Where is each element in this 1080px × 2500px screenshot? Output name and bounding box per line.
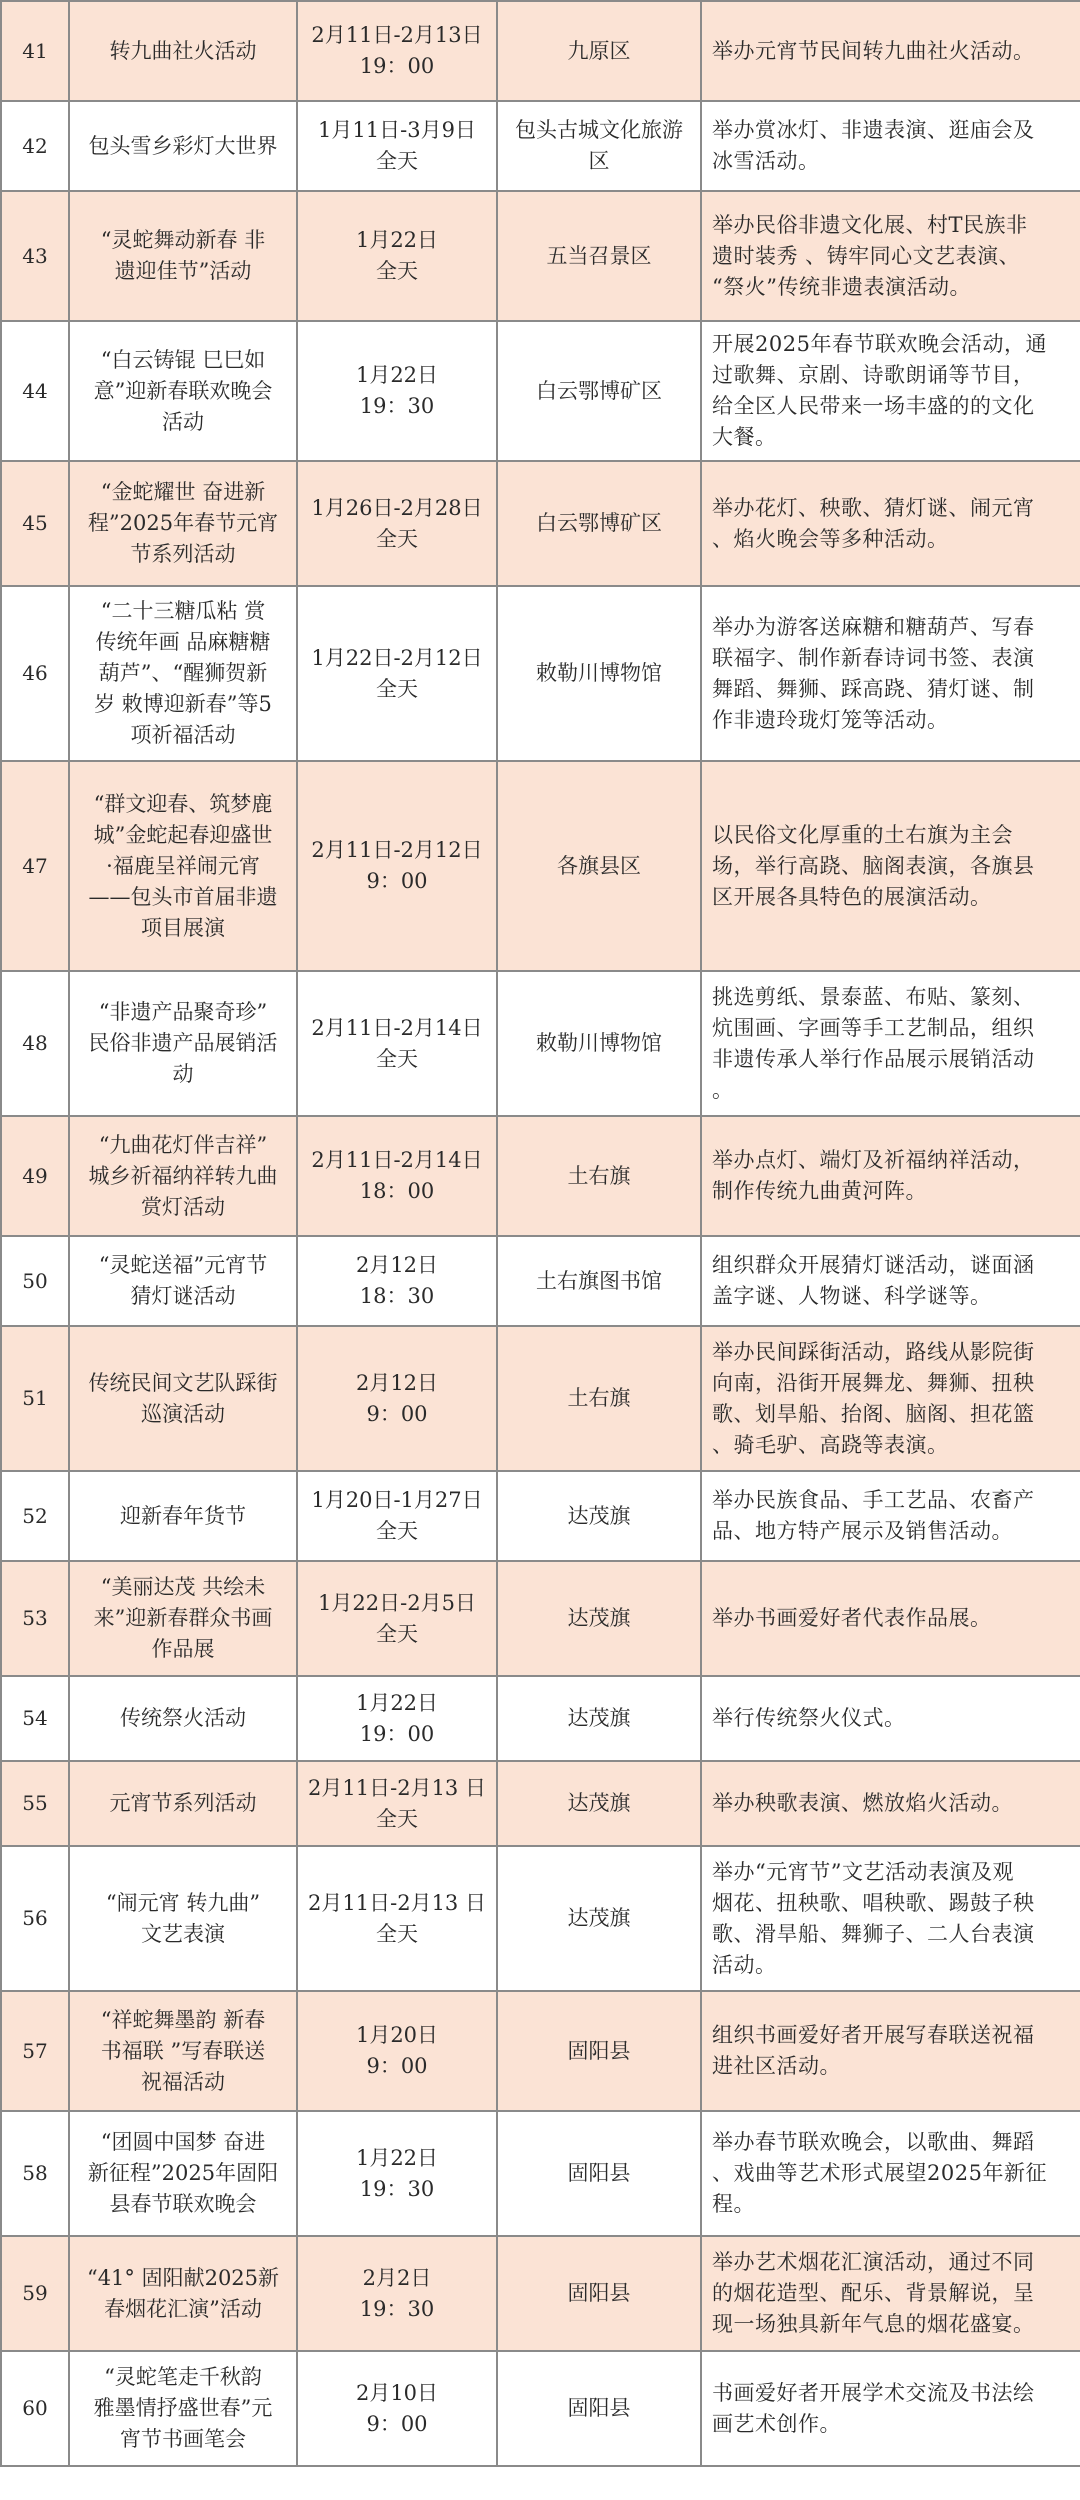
event-place: 土右旗 <box>497 1116 701 1236</box>
event-description: 以民俗文化厚重的土右旗为主会 场，举行高跷、脑阁表演，各旗县 区开展各具特色的展演活动。 <box>701 761 1080 971</box>
event-name: “金蛇耀世 奋进新 程”2025年春节元宵 节系列活动 <box>69 461 297 586</box>
event-place: 固阳县 <box>497 1991 701 2111</box>
row-number: 49 <box>1 1116 69 1236</box>
event-name: “美丽达茂 共绘未 来”迎新春群众书画 作品展 <box>69 1561 297 1676</box>
event-description: 举办民族食品、手工艺品、农畜产 品、地方特产展示及销售活动。 <box>701 1471 1080 1561</box>
row-number: 53 <box>1 1561 69 1676</box>
event-place: 达茂旗 <box>497 1761 701 1846</box>
event-name: “灵蛇笔走千秋韵 雅墨情抒盛世春”元 宵节书画笔会 <box>69 2351 297 2466</box>
event-place: 达茂旗 <box>497 1846 701 1991</box>
event-description: 书画爱好者开展学术交流及书法绘 画艺术创作。 <box>701 2351 1080 2466</box>
event-time: 2月11日-2月13 日 全天 <box>297 1761 497 1846</box>
event-time: 2月12日 18：30 <box>297 1236 497 1326</box>
event-time: 1月22日 全天 <box>297 191 497 321</box>
event-description: 组织书画爱好者开展写春联送祝福 进社区活动。 <box>701 1991 1080 2111</box>
event-place: 达茂旗 <box>497 1471 701 1561</box>
event-place: 土右旗图书馆 <box>497 1236 701 1326</box>
event-time: 1月20日 9：00 <box>297 1991 497 2111</box>
event-name: 包头雪乡彩灯大世界 <box>69 101 297 191</box>
event-name: “闹元宵 转九曲” 文艺表演 <box>69 1846 297 1991</box>
event-time: 1月22日-2月12日 全天 <box>297 586 497 761</box>
row-number: 46 <box>1 586 69 761</box>
event-place: 土右旗 <box>497 1326 701 1471</box>
event-place: 达茂旗 <box>497 1561 701 1676</box>
event-description: 举办艺术烟花汇演活动，通过不同 的烟花造型、配乐、背景解说，呈 现一场独具新年气息的烟花盛宴。 <box>701 2236 1080 2351</box>
event-name: “41° 固阳献2025新 春烟花汇演”活动 <box>69 2236 297 2351</box>
event-description: 举办民俗非遗文化展、村T民族非 遗时装秀 、铸牢同心文艺表演、 “祭火”传统非遗表演活动。 <box>701 191 1080 321</box>
table-row <box>1 1236 1080 1326</box>
row-number: 48 <box>1 971 69 1116</box>
event-place: 敕勒川博物馆 <box>497 586 701 761</box>
event-name: “群文迎春、筑梦鹿 城”金蛇起春迎盛世 ·福鹿呈祥闹元宵 ——包头市首届非遗 项目展演 <box>69 761 297 971</box>
row-number: 57 <box>1 1991 69 2111</box>
table-row <box>1 971 1080 1116</box>
event-place: 敕勒川博物馆 <box>497 971 701 1116</box>
event-place: 各旗县区 <box>497 761 701 971</box>
event-description: 组织群众开展猜灯谜活动，谜面涵 盖字谜、人物谜、科学谜等。 <box>701 1236 1080 1326</box>
event-time: 2月12日 9：00 <box>297 1326 497 1471</box>
row-number: 43 <box>1 191 69 321</box>
event-name: 传统民间文艺队踩街 巡演活动 <box>69 1326 297 1471</box>
table-row <box>1 2236 1080 2351</box>
event-place: 白云鄂博矿区 <box>497 321 701 461</box>
event-time: 1月22日-2月5日 全天 <box>297 1561 497 1676</box>
events-table-body <box>1 1 1080 2466</box>
event-description: 举办花灯、秧歌、猜灯谜、闹元宵 、焰火晚会等多种活动。 <box>701 461 1080 586</box>
table-row <box>1 101 1080 191</box>
table-row <box>1 1326 1080 1471</box>
event-time: 2月2日 19：30 <box>297 2236 497 2351</box>
row-number: 55 <box>1 1761 69 1846</box>
event-name: “九曲花灯伴吉祥” 城乡祈福纳祥转九曲 赏灯活动 <box>69 1116 297 1236</box>
row-number: 41 <box>1 1 69 101</box>
event-description: 举办为游客送麻糖和糖葫芦、写春 联福字、制作新春诗词书签、表演 舞蹈、舞狮、踩高跷、猜灯谜、制 作非遗玲珑灯笼等活动。 <box>701 586 1080 761</box>
table-row <box>1 2111 1080 2236</box>
event-description: 举办“元宵节”文艺活动表演及观 烟花、扭秧歌、唱秧歌、踢鼓子秧 歌、滑旱船、舞狮子、二人台表演 活动。 <box>701 1846 1080 1991</box>
table-row <box>1 1846 1080 1991</box>
event-place: 白云鄂博矿区 <box>497 461 701 586</box>
row-number: 44 <box>1 321 69 461</box>
row-number: 58 <box>1 2111 69 2236</box>
event-time: 1月26日-2月28日 全天 <box>297 461 497 586</box>
row-number: 59 <box>1 2236 69 2351</box>
event-place: 五当召景区 <box>497 191 701 321</box>
event-time: 1月22日 19：00 <box>297 1676 497 1761</box>
event-time: 1月11日-3月9日 全天 <box>297 101 497 191</box>
event-place: 固阳县 <box>497 2111 701 2236</box>
table-row <box>1 191 1080 321</box>
event-time: 1月22日 19：30 <box>297 2111 497 2236</box>
event-time: 2月11日-2月13 日 全天 <box>297 1846 497 1991</box>
row-number: 51 <box>1 1326 69 1471</box>
event-time: 2月11日-2月13日 19：00 <box>297 1 497 101</box>
row-number: 42 <box>1 101 69 191</box>
table-row <box>1 1116 1080 1236</box>
row-number: 60 <box>1 2351 69 2466</box>
event-description: 举办元宵节民间转九曲社火活动。 <box>701 1 1080 101</box>
table-row <box>1 1561 1080 1676</box>
event-place: 达茂旗 <box>497 1676 701 1761</box>
event-description: 举办春节联欢晚会，以歌曲、舞蹈 、戏曲等艺术形式展望2025年新征 程。 <box>701 2111 1080 2236</box>
event-name: “团圆中国梦 奋进 新征程”2025年固阳 县春节联欢晚会 <box>69 2111 297 2236</box>
table-row <box>1 1676 1080 1761</box>
event-time: 2月11日-2月14日 全天 <box>297 971 497 1116</box>
event-description: 举办点灯、端灯及祈福纳祥活动， 制作传统九曲黄河阵。 <box>701 1116 1080 1236</box>
table-row <box>1 461 1080 586</box>
event-name: “灵蛇舞动新春 非 遗迎佳节”活动 <box>69 191 297 321</box>
event-time: 1月20日-1月27日 全天 <box>297 1471 497 1561</box>
event-name: “灵蛇送福”元宵节 猜灯谜活动 <box>69 1236 297 1326</box>
row-number: 54 <box>1 1676 69 1761</box>
event-name: “非遗产品聚奇珍” 民俗非遗产品展销活 动 <box>69 971 297 1116</box>
event-description: 开展2025年春节联欢晚会活动，通 过歌舞、京剧、诗歌朗诵等节目， 给全区人民带来一场丰盛的的文化 大餐。 <box>701 321 1080 461</box>
event-description: 举办书画爱好者代表作品展。 <box>701 1561 1080 1676</box>
event-description: 举办赏冰灯、非遗表演、逛庙会及 冰雪活动。 <box>701 101 1080 191</box>
row-number: 45 <box>1 461 69 586</box>
row-number: 52 <box>1 1471 69 1561</box>
table-row <box>1 761 1080 971</box>
table-row <box>1 1 1080 101</box>
event-place: 九原区 <box>497 1 701 101</box>
event-description: 举办秧歌表演、燃放焰火活动。 <box>701 1761 1080 1846</box>
table-row <box>1 321 1080 461</box>
row-number: 47 <box>1 761 69 971</box>
event-name: 元宵节系列活动 <box>69 1761 297 1846</box>
event-description: 举行传统祭火仪式。 <box>701 1676 1080 1761</box>
event-name: 传统祭火活动 <box>69 1676 297 1761</box>
table-row <box>1 1991 1080 2111</box>
row-number: 56 <box>1 1846 69 1991</box>
event-name: 迎新春年货节 <box>69 1471 297 1561</box>
event-time: 2月11日-2月14日 18：00 <box>297 1116 497 1236</box>
event-name: 转九曲社火活动 <box>69 1 297 101</box>
table-row <box>1 2351 1080 2466</box>
table-row <box>1 586 1080 761</box>
event-place: 包头古城文化旅游 区 <box>497 101 701 191</box>
event-place: 固阳县 <box>497 2351 701 2466</box>
event-time: 2月10日 9：00 <box>297 2351 497 2466</box>
event-place: 固阳县 <box>497 2236 701 2351</box>
event-time: 2月11日-2月12日 9：00 <box>297 761 497 971</box>
event-description: 举办民间踩街活动，路线从影院街 向南，沿街开展舞龙、舞狮、扭秧 歌、划旱船、抬阁、脑阁、担花篮 、骑毛驴、高跷等表演。 <box>701 1326 1080 1471</box>
event-name: “祥蛇舞墨韵 新春 书福联 ”写春联送 祝福活动 <box>69 1991 297 2111</box>
event-description: 挑选剪纸、景泰蓝、布贴、篆刻、 炕围画、字画等手工艺制品，组织 非遗传承人举行作品展示展销活动 。 <box>701 971 1080 1116</box>
event-time: 1月22日 19：30 <box>297 321 497 461</box>
event-name: “二十三糖瓜粘 赏 传统年画 品麻糖糖 葫芦”、“醒狮贺新 岁 敕博迎新春”等5 项祈福活动 <box>69 586 297 761</box>
table-row <box>1 1471 1080 1561</box>
row-number: 50 <box>1 1236 69 1326</box>
event-name: “白云铸锟 巳巳如 意”迎新春联欢晚会 活动 <box>69 321 297 461</box>
table-row <box>1 1761 1080 1846</box>
